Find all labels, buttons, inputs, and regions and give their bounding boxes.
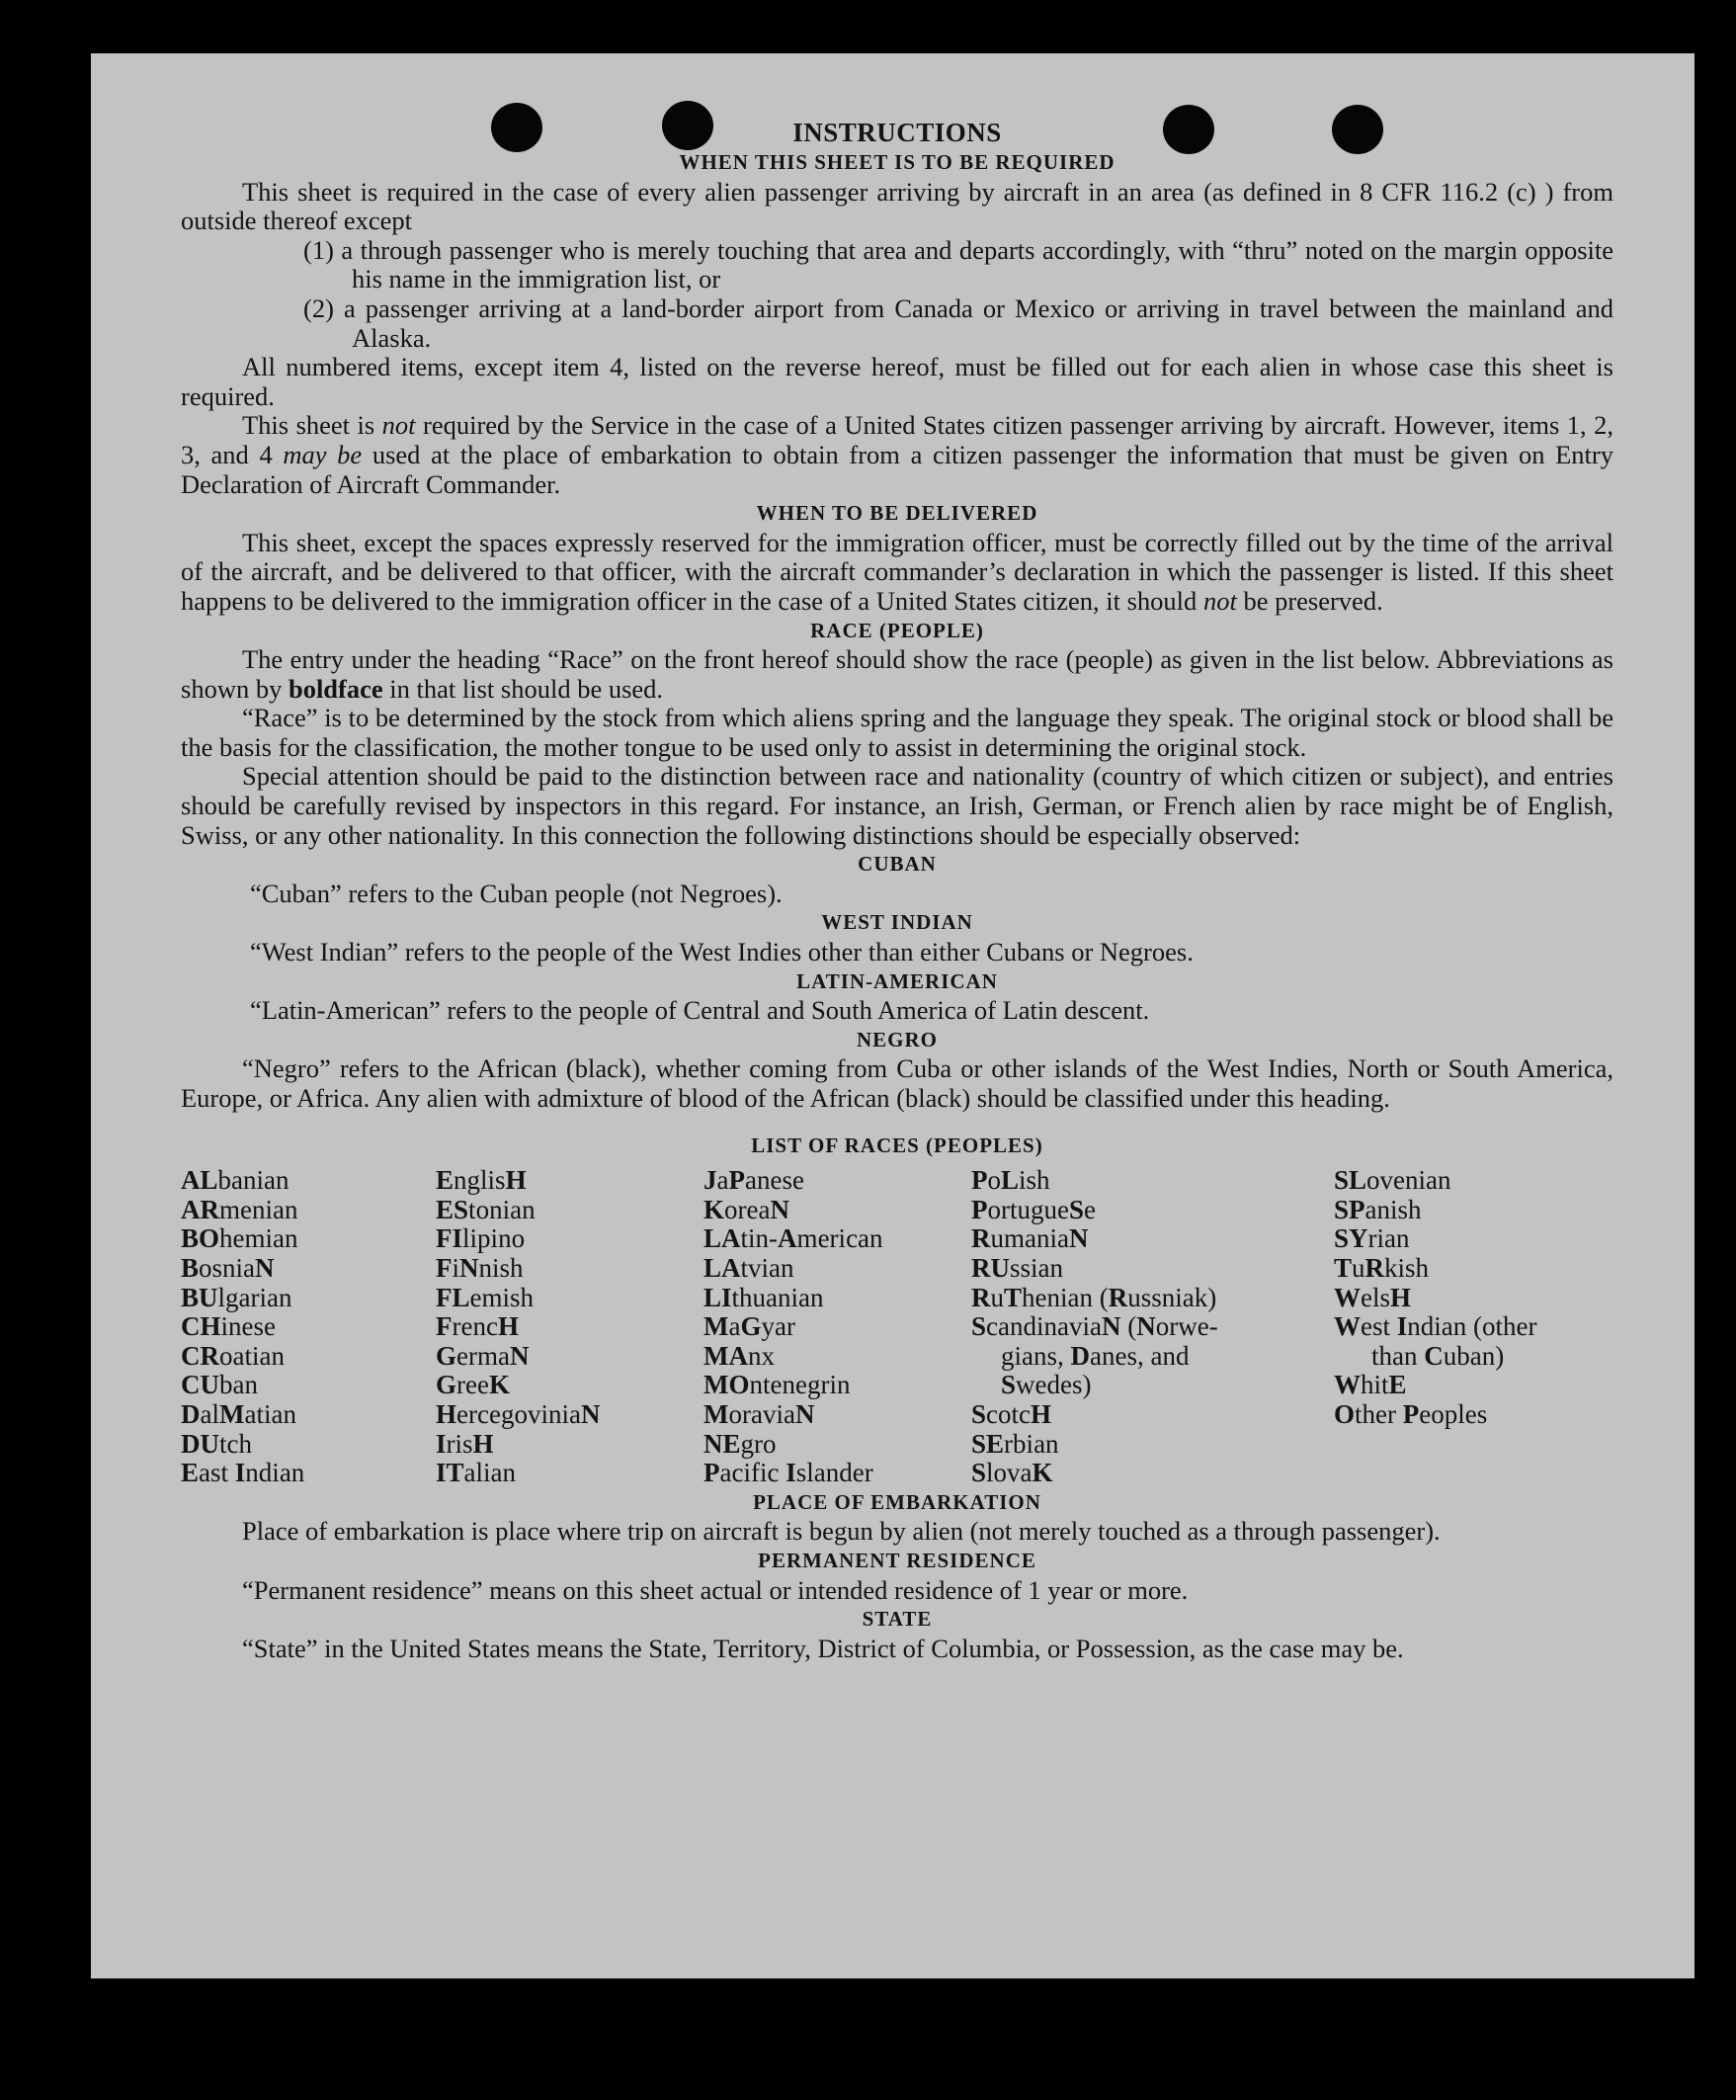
race-entry: TuRkish (1334, 1252, 1430, 1283)
document-sheet (91, 53, 1695, 1978)
race-entry: MAnx (703, 1340, 775, 1371)
required-intro: This sheet is required in the case of every alien passenger arriving by aircraft in an area (as defined in 8 CFR 116.2 (c) ) from outside thereof except (181, 176, 1613, 236)
text-span: The entry under the heading “Race” on the front hereof should show the race (people) as given in the list below. Abbreviations as shown by (181, 644, 1613, 704)
race-entry: MoraviaN (703, 1398, 815, 1429)
exception-item-1: (1) a through passenger who is merely touching that area and departs accordingly, with “thru” noted on the margin opposite his name in the immigration list, or (303, 234, 1613, 294)
instructions-content (181, 117, 1613, 1663)
race-entry: IrisH (436, 1428, 494, 1459)
race-entry: WelsH (1334, 1282, 1412, 1312)
race-entry: Other Peoples (1334, 1398, 1488, 1429)
races-column-4 (971, 1166, 1334, 1488)
race-entry: GreeK (436, 1370, 510, 1400)
distinction-text-west-indian: “West Indian” refers to the people of the West Indies other than either Cubans or Negroes. (250, 937, 1194, 967)
race-entry: CRoatian (181, 1340, 285, 1371)
delivered-paragraph (181, 529, 1613, 617)
section-heading-delivered: WHEN TO BE DELIVERED (756, 501, 1038, 526)
text-span: required by the Service in the case of a United States citizen passenger arriving by aircraft. However, items 1, 2, 3, and 4 (181, 410, 1613, 469)
exception-item-2: (2) a passenger arriving at a land-border airport from Canada or Mexico or arriving in travel between the mainland and Alaska. (303, 293, 1613, 353)
race-entry: PoLish (971, 1165, 1050, 1196)
required-paragraph-2: All numbered items, except item 4, listed on the reverse hereof, must be filled out for each alien in whose case this sheet is required. (181, 352, 1613, 411)
embarkation-paragraph: Place of embarkation is place where trip on aircraft is begun by alien (not merely touched as a through passenger). (242, 1516, 1441, 1547)
race-entry: FIlipino (436, 1223, 526, 1254)
race-entry: ARmenian (181, 1194, 298, 1224)
race-entry: Pacific Islander (703, 1458, 873, 1488)
section-heading-residence: PERMANENT RESIDENCE (758, 1548, 1036, 1572)
race-paragraph-1 (181, 645, 1613, 704)
race-entry: ScandinaviaN (Norwe- (971, 1311, 1218, 1342)
residence-paragraph: “Permanent residence” means on this sheet actual or intended residence of 1 year or more. (242, 1574, 1189, 1605)
race-entry: MaGyar (703, 1311, 795, 1342)
emphasis-may-be: may be (283, 439, 363, 469)
race-entry: DUtch (181, 1428, 252, 1459)
race-entry: LAtin-American (703, 1223, 883, 1254)
race-entry: FiNnish (436, 1252, 524, 1283)
races-column-5 (1334, 1166, 1613, 1488)
race-entry: SLovenian (1334, 1165, 1451, 1196)
section-heading-required: WHEN THIS SHEET IS TO BE REQUIRED (679, 150, 1116, 174)
race-entry: BosniaN (181, 1252, 275, 1283)
races-column-3 (703, 1166, 971, 1488)
race-entry: WhitE (1334, 1370, 1407, 1400)
race-entry: BOhemian (181, 1223, 298, 1254)
text-span: This sheet, except the spaces expressly reserved for the immigration officer, must be correctly filled out by the time of the arrival of the aircraft, and be delivered to that officer, with the aircraft commander’s declaration in which the passenger is listed. If this sheet happens to be delivered to the immigration officer in the case of a United States citizen, it should (181, 527, 1613, 616)
distinction-text-latin-american: “Latin-American” refers to the people of Central and South America of Latin descent. (250, 995, 1150, 1026)
section-heading-race: RACE (PEOPLE) (810, 618, 984, 642)
required-paragraph-3 (181, 411, 1613, 499)
text-span: used at the place of embarkation to obtain from a citizen passenger the information that must be given on Entry Declaration of Aircraft Commander. (181, 439, 1613, 499)
text-span: This sheet is (242, 410, 382, 441)
race-entry: CHinese (181, 1311, 277, 1342)
race-entry: SPanish (1334, 1194, 1422, 1224)
race-entry: CUban (181, 1370, 258, 1400)
race-entry: SYrian (1334, 1223, 1410, 1254)
page-title: INSTRUCTIONS (792, 118, 1002, 147)
distinction-heading-latin-american: LATIN-AMERICAN (796, 968, 998, 993)
race-entry: ALbanian (181, 1165, 289, 1196)
section-heading-state: STATE (862, 1607, 933, 1632)
race-entry: LIthuanian (703, 1282, 824, 1312)
section-heading-embarkation: PLACE OF EMBARKATION (753, 1489, 1041, 1514)
race-paragraph-2: “Race” is to be determined by the stock from which aliens spring and the language they speak. The original stock or blood shall be the basis for the classification, the mother tongue to be used only to assist in determining the original stock. (181, 703, 1613, 762)
distinction-text-cuban: “Cuban” refers to the Cuban people (not Negroes). (250, 878, 783, 908)
race-entry: FLemish (436, 1282, 535, 1312)
race-entry: LAtvian (703, 1252, 794, 1283)
race-entry: HercegoviniaN (436, 1398, 601, 1429)
state-paragraph: “State” in the United States means the State, Territory, District of Columbia, or Possession, as the case may be. (242, 1633, 1404, 1663)
race-entry: SErbian (971, 1428, 1059, 1459)
race-entry: KoreaN (703, 1194, 789, 1224)
distinction-text-negro: “Negro” refers to the African (black), whether coming from Cuba or other islands of the West Indies, North or South America, Europe, or Africa. Any alien with admixture of blood of the African (black) should be classified under this heading. (181, 1053, 1613, 1113)
distinction-heading-negro: NEGRO (856, 1027, 938, 1051)
race-entry: ScotcH (971, 1398, 1052, 1429)
race-entry: EStonian (436, 1194, 536, 1224)
race-entry: NEgro (703, 1428, 777, 1459)
race-entry: ITalian (436, 1458, 517, 1488)
race-entry: EnglisH (436, 1165, 527, 1196)
bold-word: boldface (288, 673, 383, 704)
emphasis-not: not (1202, 585, 1237, 616)
race-entry: West Indian (other (1334, 1311, 1537, 1342)
race-entry: RuThenian (Russniak) (971, 1282, 1217, 1312)
races-column-1 (181, 1166, 436, 1488)
race-paragraph-3: Special attention should be paid to the distinction between race and nationality (country of which citizen or subject), and entries should be carefully revised by inspectors in this regard. For instance, an Irish, German, or French alien by race might be of English, Swiss, or any other nationality. In this connection the following distinctions should be especially observed: (181, 761, 1613, 850)
emphasis-not: not (381, 410, 416, 441)
distinction-heading-cuban: CUBAN (858, 852, 937, 877)
race-entry: BUlgarian (181, 1282, 292, 1312)
race-entry: Swedes) (1001, 1370, 1092, 1400)
race-entry: PortugueSe (971, 1194, 1097, 1224)
race-entry: gians, Danes, and (1001, 1340, 1190, 1371)
text-span: be preserved. (1236, 585, 1383, 616)
distinction-heading-west-indian: WEST INDIAN (821, 910, 973, 935)
race-entry: RumaniaN (971, 1223, 1089, 1254)
race-entry: DalMatian (181, 1398, 296, 1429)
race-entry: SlovaK (971, 1458, 1053, 1488)
races-list (181, 1166, 1613, 1488)
spacer (181, 1114, 1613, 1132)
races-column-2 (436, 1166, 703, 1488)
race-entry: MOntenegrin (703, 1370, 851, 1400)
race-entry: JaPanese (703, 1165, 804, 1196)
races-list-heading: LIST OF RACES (PEOPLES) (751, 1133, 1043, 1157)
race-entry: RUssian (971, 1252, 1064, 1283)
race-entry: than Cuban) (1371, 1340, 1505, 1371)
race-entry: FrencH (436, 1311, 519, 1342)
race-entry: East Indian (181, 1458, 305, 1488)
text-span: in that list should be used. (382, 673, 664, 704)
race-entry: GermaN (436, 1340, 530, 1371)
